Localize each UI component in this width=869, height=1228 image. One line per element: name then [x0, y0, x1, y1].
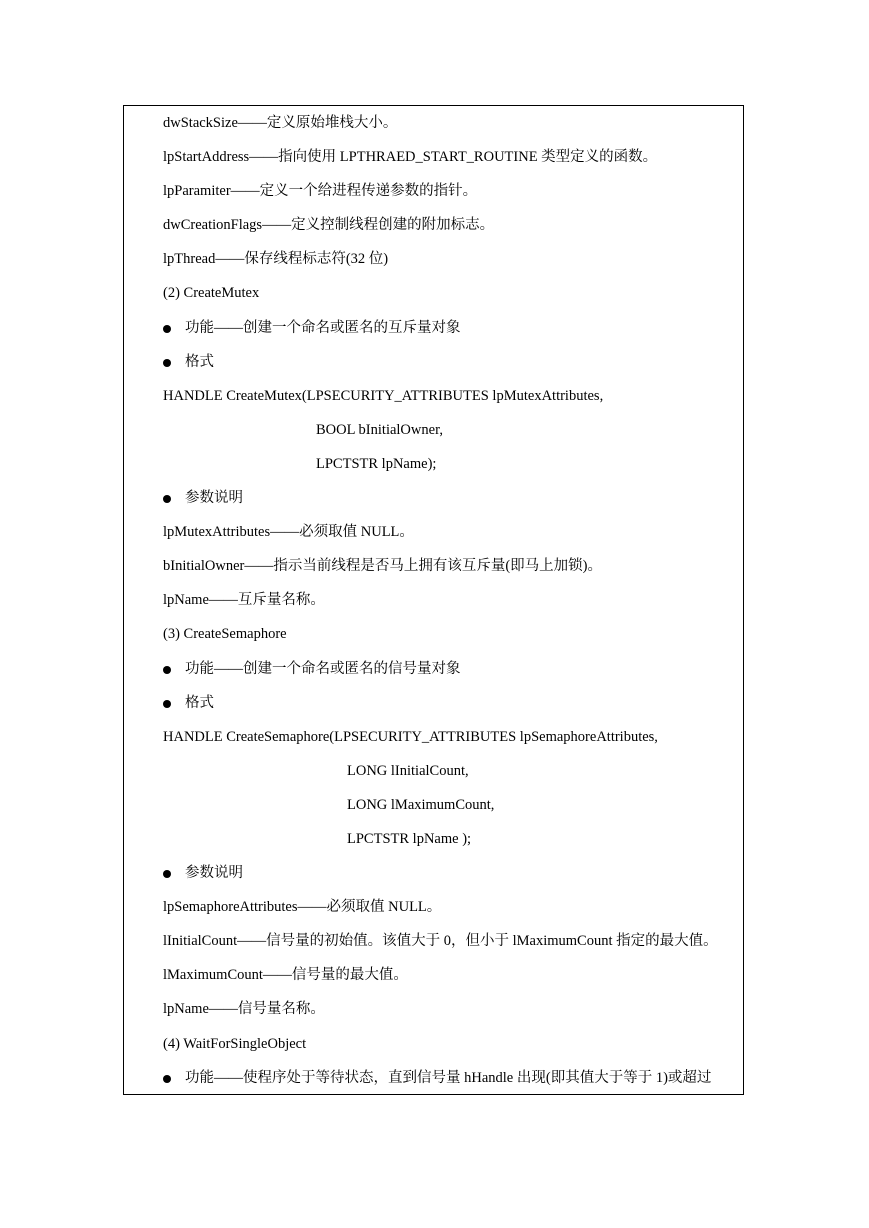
- text-line: lpSemaphoreAttributes——必须取值 NULL。: [163, 899, 442, 916]
- bullet-text: 功能——创建一个命名或匿名的信号量对象: [185, 660, 461, 677]
- section-heading: (3) CreateSemaphore: [163, 626, 287, 643]
- bullet-item: [163, 692, 743, 726]
- text-line: lpParamiter——定义一个给进程传递参数的指针。: [163, 183, 478, 200]
- code-line: LONG lMaximumCount,: [347, 796, 495, 813]
- text-line: bInitialOwner——指示当前线程是否马上拥有该互斥量(即马上加锁)。: [163, 558, 602, 575]
- bullet-text: 格式: [185, 353, 214, 370]
- bullet-icon: [163, 1075, 171, 1083]
- code-line: LONG lInitialCount,: [347, 762, 469, 779]
- code-line: LPCTSTR lpName );: [347, 830, 472, 847]
- text-line: lpName——互斥量名称。: [163, 592, 325, 609]
- bullet-item: [163, 317, 743, 351]
- bullet-text: 参数说明: [185, 865, 243, 882]
- bullet-text: 格式: [185, 694, 214, 711]
- code-line: HANDLE CreateSemaphore(LPSECURITY_ATTRIBUTES lpSemaphoreAttributes,: [163, 728, 658, 745]
- bullet-item: [163, 862, 743, 896]
- section-heading: (4) WaitForSingleObject: [163, 1035, 307, 1052]
- bullet-icon: [163, 495, 171, 503]
- bullet-item: [163, 351, 743, 385]
- code-line: HANDLE CreateMutex(LPSECURITY_ATTRIBUTES lpMutexAttributes,: [163, 387, 604, 404]
- bullet-text: 功能——创建一个命名或匿名的互斥量对象: [185, 319, 461, 336]
- text-line: dwCreationFlags——定义控制线程创建的附加标志。: [163, 217, 495, 234]
- text-line: lMaximumCount——信号量的最大值。: [163, 967, 408, 984]
- code-line: BOOL bInitialOwner,: [316, 421, 443, 438]
- bullet-item: [163, 487, 743, 521]
- text-line: dwStackSize——定义原始堆栈大小。: [163, 115, 398, 131]
- bullet-icon: [163, 359, 171, 367]
- text-line: lpThread——保存线程标志符(32 位): [163, 251, 389, 268]
- document-content: [163, 112, 743, 1101]
- bullet-icon: [163, 325, 171, 333]
- bullet-icon: [163, 666, 171, 674]
- bullet-text: 参数说明: [185, 490, 243, 507]
- text-line: lInitialCount——信号量的初始值。该值大于 0，但小于 lMaximumCount 指定的最大值。: [163, 933, 718, 950]
- text-line: lpName——信号量名称。: [163, 1001, 325, 1018]
- bullet-icon: [163, 870, 171, 878]
- section-heading: (2) CreateMutex: [163, 285, 260, 302]
- bullet-item: [163, 658, 743, 692]
- text-line: lpMutexAttributes——必须取值 NULL。: [163, 524, 414, 541]
- code-line: LPCTSTR lpName);: [316, 455, 437, 472]
- bullet-text: 功能——使程序处于等待状态，直到信号量 hHandle 出现(即其值大于等于 1)或超过: [185, 1069, 712, 1086]
- bullet-icon: [163, 700, 171, 708]
- bullet-item: [163, 1067, 743, 1101]
- text-line: lpStartAddress——指向使用 LPTHRAED_START_ROUTINE 类型定义的函数。: [163, 149, 658, 166]
